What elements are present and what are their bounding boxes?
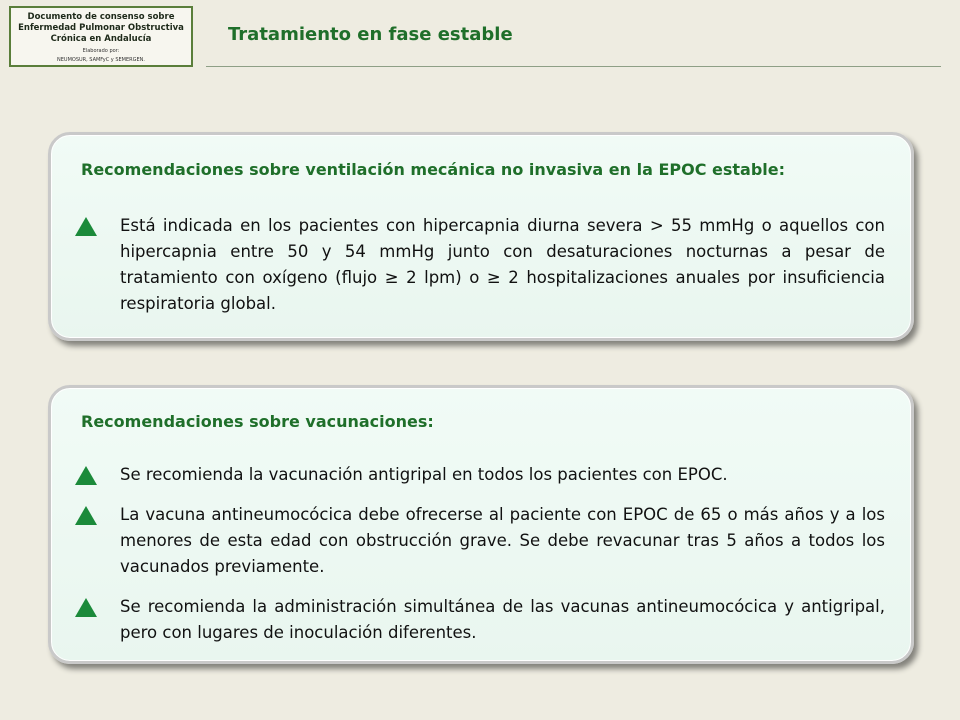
slide-title: Tratamiento en fase estable [228,24,513,45]
consensus-document-logo [9,6,193,67]
logo-line-5: NEUMOSUR, SAMFyC y SEMERGEN. [57,57,145,63]
bullet-text: Se recomienda la vacunación antigripal en todos los pacientes con EPOC. [120,465,728,484]
panel-vaccination-recommendations [48,385,914,664]
panel-heading-vaccination: Recomendaciones sobre vacunaciones: [81,412,434,431]
list-item [75,502,885,580]
list-item [75,213,885,317]
logo-line-2: Enfermedad Pulmonar Obstructiva [18,23,184,33]
triangle-up-icon [75,598,97,617]
logo-line-3: Crónica en Andalucía [50,34,152,44]
panel-ventilation-recommendations [48,132,914,341]
bullet-text: Está indicada en los pacientes con hipercapnia diurna severa > 55 mmHg o aquellos con hipercapnia entre 50 y 54 mmHg junto con desaturaciones nocturnas a pesar de tratamiento con oxígeno (flujo ≥ 2 lpm) o ≥ 2 hospitalizaciones anuales por insuficiencia respiratoria global. [120,216,885,313]
list-item [75,594,885,646]
title-divider [206,66,941,67]
list-item [75,462,885,488]
bullet-text: Se recomienda la administración simultánea de las vacunas antineumocócica y antigripal, pero con lugares de inoculación diferentes. [120,597,885,642]
logo-line-1: Documento de consenso sobre [27,12,175,22]
logo-line-4: Elaborado por: [82,48,120,54]
panel-heading-ventilation: Recomendaciones sobre ventilación mecánica no invasiva en la EPOC estable: [81,160,786,179]
triangle-up-icon [75,466,97,485]
triangle-up-icon [75,217,97,236]
bullet-text: La vacuna antineumocócica debe ofrecerse al paciente con EPOC de 65 o más años y a los menores de esta edad con obstrucción grave. Se debe revacunar tras 5 años a todos los vacunados previamente. [120,505,885,576]
triangle-up-icon [75,506,97,525]
